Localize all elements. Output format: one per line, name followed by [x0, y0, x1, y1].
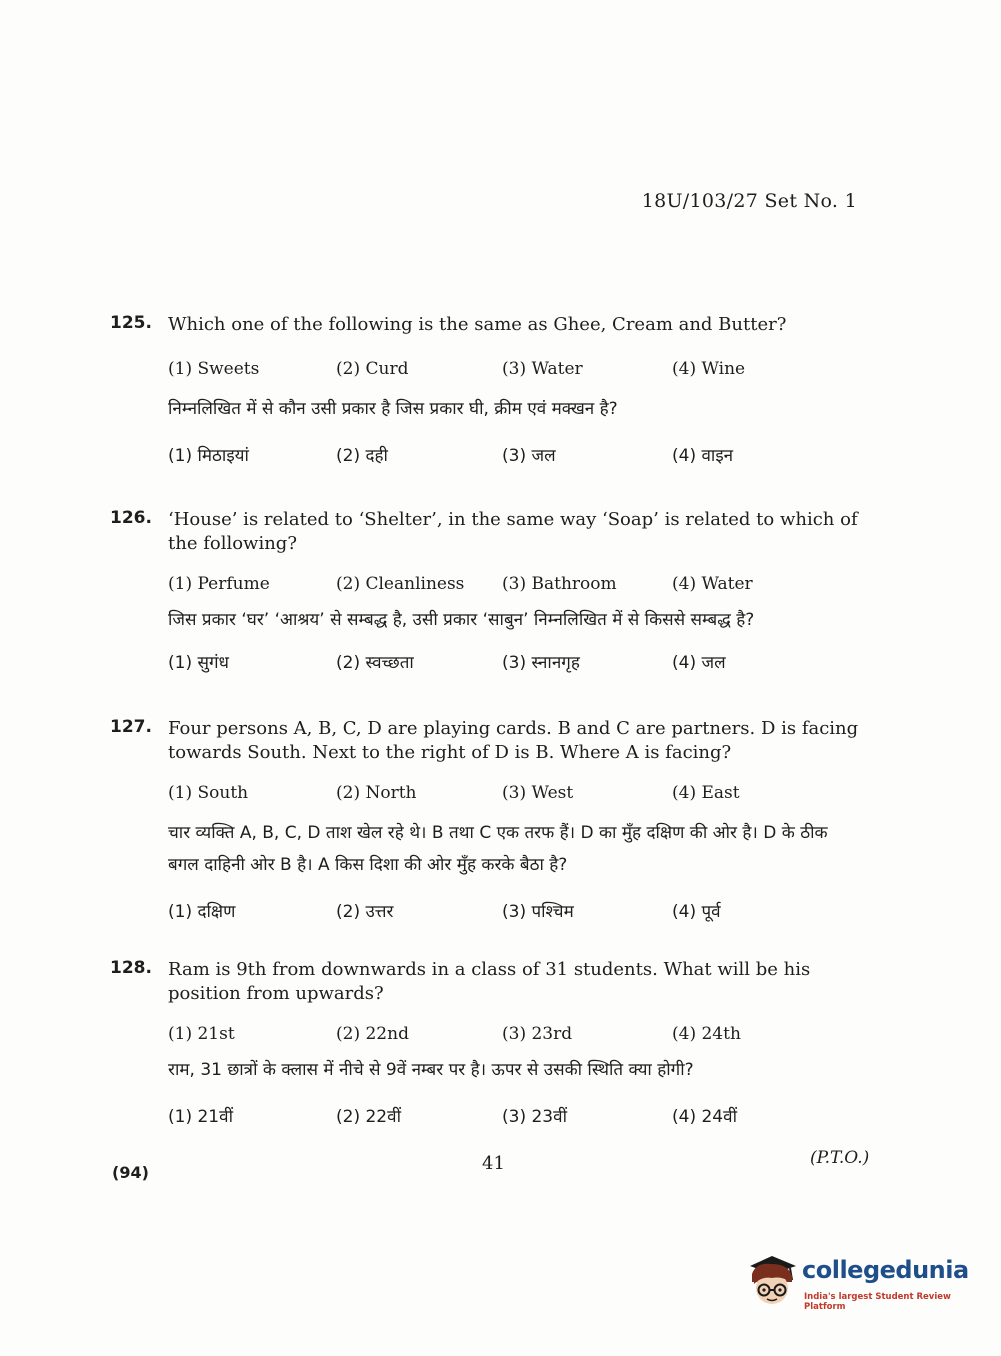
option-1: (1) 21st — [168, 1024, 235, 1044]
option-1: (1) Perfume — [168, 574, 270, 594]
options-english — [168, 574, 870, 602]
question-number: 127. — [110, 717, 152, 737]
option-4: (4) 24वीं — [672, 1107, 737, 1127]
question-text-english: Four persons A, B, C, D are playing cards. B and C are partners. D is facing towards South. Next to the right of D is B. Where A is facing? — [168, 718, 859, 763]
option-4: (4) Wine — [672, 359, 746, 379]
options-english — [168, 783, 870, 811]
option-3: (3) Water — [502, 359, 583, 379]
option-3: (3) पश्चिम — [502, 902, 574, 922]
question-125 — [110, 313, 870, 471]
option-3: (3) स्नानगृह — [502, 653, 580, 673]
option-3: (3) 23वीं — [502, 1107, 567, 1127]
options-hindi — [168, 650, 870, 678]
logo-tagline: India's largest Student Review Platform — [804, 1292, 951, 1312]
option-2: (2) Curd — [336, 359, 409, 379]
option-4: (4) पूर्व — [672, 902, 721, 922]
option-1: (1) दक्षिण — [168, 902, 236, 922]
question-text-hindi: निम्नलिखित में से कौन उसी प्रकार है जिस प्रकार घी, क्रीम एवं मक्खन है? — [168, 399, 618, 419]
page-number: 41 — [482, 1153, 505, 1174]
option-3: (3) Bathroom — [502, 574, 617, 594]
collegedunia-watermark — [742, 1250, 972, 1312]
question-text-hindi: चार व्यक्ति A, B, C, D ताश खेल रहे थे। B तथा C एक तरफ हैं। D का मुँह दक्षिण की ओर है। D के ठीक बगल दाहिनी ओर B है। A किस दिशा की ओर मुँह करके बैठा है? — [168, 823, 828, 875]
option-2: (2) स्वच्छता — [336, 653, 414, 673]
option-1: (1) Sweets — [168, 359, 260, 379]
option-3: (3) 23rd — [502, 1024, 573, 1044]
option-1: (1) मिठाइयां — [168, 446, 249, 466]
option-2: (2) North — [336, 783, 417, 803]
option-4: (4) 24th — [672, 1024, 741, 1044]
option-2: (2) 22वीं — [336, 1107, 401, 1127]
options-english — [168, 1024, 870, 1052]
question-text-hindi: राम, 31 छात्रों के क्लास में नीचे से 9वें नम्बर पर है। ऊपर से उसकी स्थिति क्या होगी? — [168, 1060, 694, 1080]
option-3: (3) जल — [502, 446, 556, 466]
option-2: (2) दही — [336, 446, 388, 466]
options-hindi — [168, 899, 870, 927]
question-128 — [110, 958, 870, 1132]
option-4: (4) वाइन — [672, 446, 734, 466]
question-number: 125. — [110, 313, 152, 333]
question-text-hindi: जिस प्रकार ‘घर’ ‘आश्रय’ से सम्बद्ध है, उसी प्रकार ‘साबुन’ निम्नलिखित में से किससे सम्बद्ध है? — [168, 610, 755, 630]
question-126 — [110, 508, 870, 678]
option-1: (1) 21वीं — [168, 1107, 233, 1127]
question-127 — [110, 717, 870, 927]
question-number: 128. — [110, 958, 152, 978]
question-text-english: Which one of the following is the same as Ghee, Cream and Butter? — [168, 314, 787, 335]
booklet-code: (94) — [112, 1163, 149, 1182]
option-1: (1) सुगंध — [168, 653, 230, 673]
question-text-english: ‘House’ is related to ‘Shelter’, in the same way ‘Soap’ is related to which of the following? — [168, 509, 858, 554]
logo-wordmark: collegedunia — [802, 1256, 969, 1284]
option-4: (4) Water — [672, 574, 753, 594]
mascot-logo-icon — [742, 1252, 798, 1308]
option-4: (4) East — [672, 783, 740, 803]
option-2: (2) Cleanliness — [336, 574, 465, 594]
option-4: (4) जल — [672, 653, 726, 673]
options-hindi — [168, 443, 870, 471]
option-2: (2) उत्तर — [336, 902, 394, 922]
question-text-english: Ram is 9th from downwards in a class of 31 students. What will be his position from upwards? — [168, 959, 811, 1004]
set-number: 18U/103/27 Set No. 1 — [641, 190, 857, 212]
option-3: (3) West — [502, 783, 574, 803]
options-english — [168, 359, 870, 387]
question-number: 126. — [110, 508, 152, 528]
option-1: (1) South — [168, 783, 249, 803]
option-2: (2) 22nd — [336, 1024, 409, 1044]
options-hindi — [168, 1104, 870, 1132]
pto-label: (P.T.O.) — [810, 1148, 870, 1168]
